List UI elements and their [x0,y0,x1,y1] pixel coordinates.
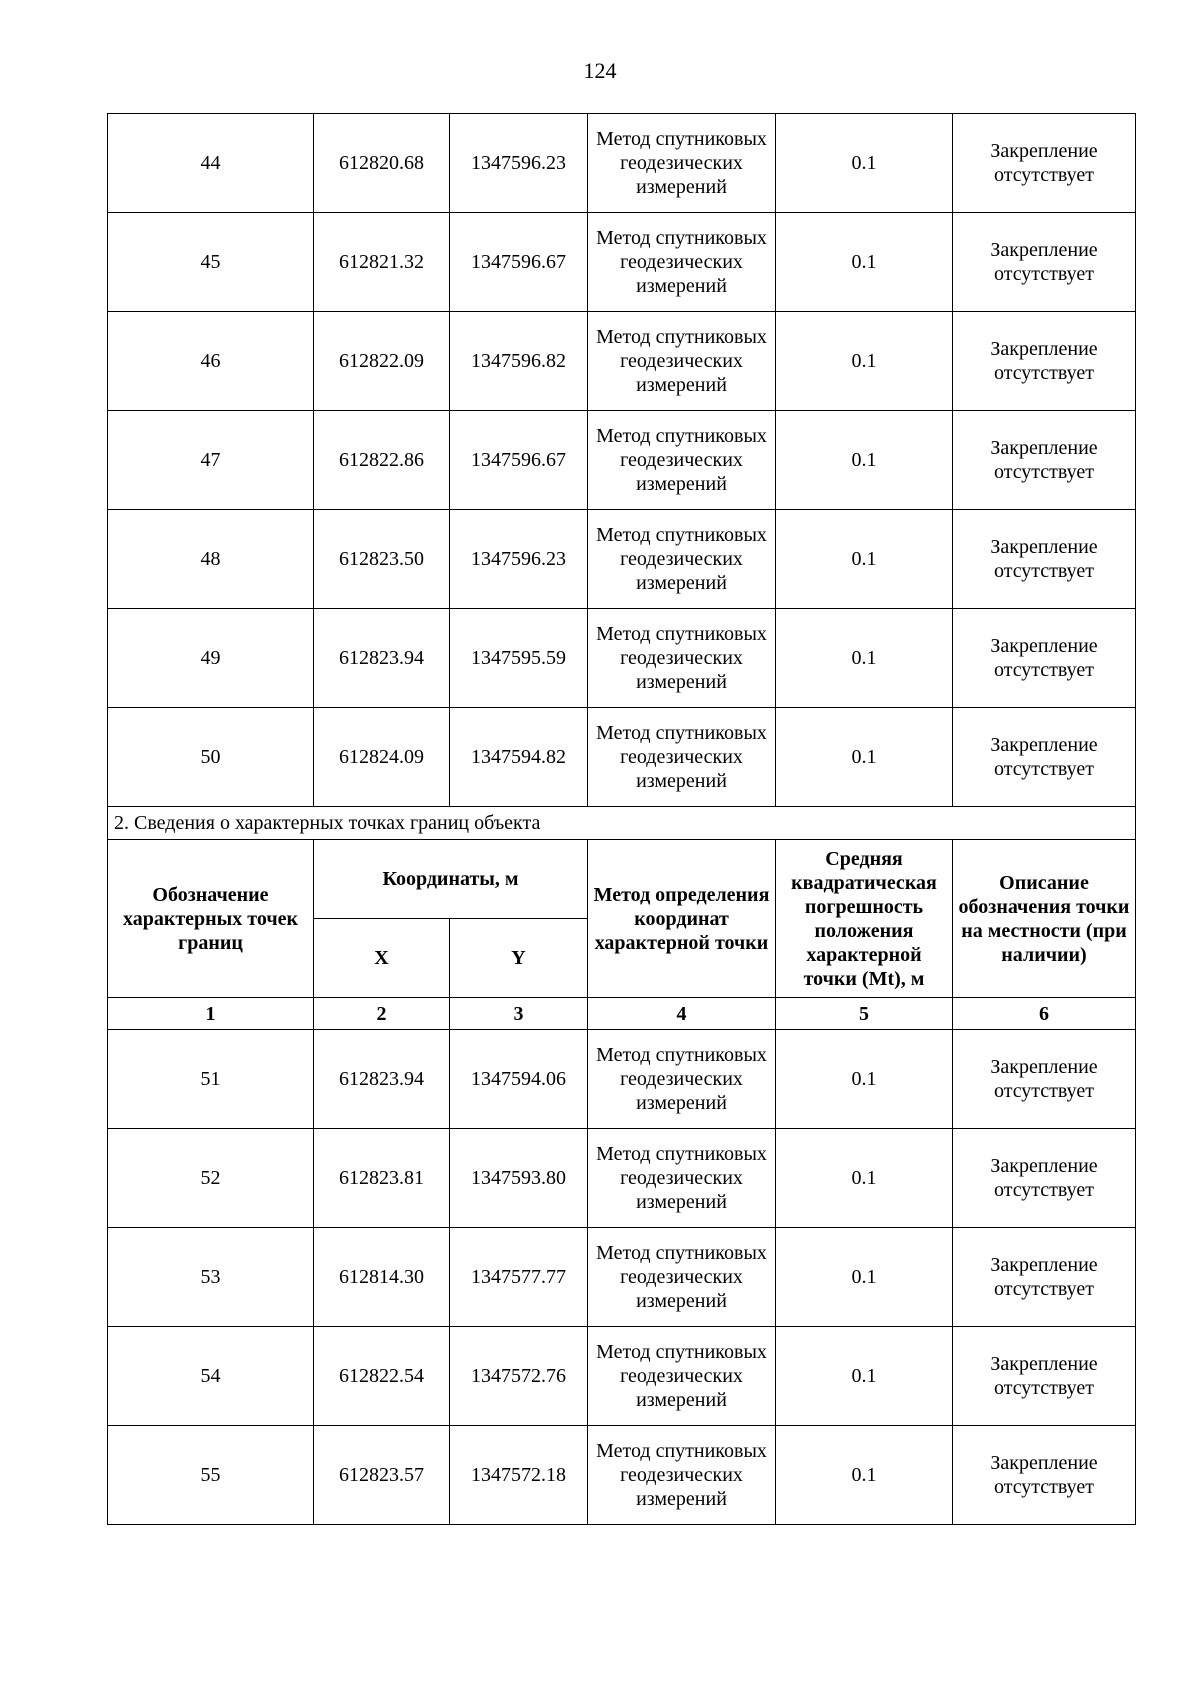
x-coordinate-cell: 612824.09 [314,708,450,807]
header-point-designation: Обозначение характерных точек границ [108,840,314,998]
table-row [108,114,1136,213]
point-number-cell: 47 [108,411,314,510]
table-row [108,411,1136,510]
description-cell: Закрепление отсутствует [953,114,1136,213]
method-cell: Метод спутниковых геодезических измерений [588,1129,776,1228]
table-row [108,312,1136,411]
point-number-cell: 52 [108,1129,314,1228]
x-coordinate-cell: 612820.68 [314,114,450,213]
point-number-cell: 50 [108,708,314,807]
table-row [108,1426,1136,1525]
x-coordinate-cell: 612814.30 [314,1228,450,1327]
table-body-part1 [108,114,1136,807]
y-coordinate-cell: 1347596.23 [450,510,588,609]
y-coordinate-cell: 1347593.80 [450,1129,588,1228]
table-section-2 [108,807,1136,1030]
method-cell: Метод спутниковых геодезических измерений [588,609,776,708]
column-number: 5 [776,998,953,1030]
description-cell: Закрепление отсутствует [953,1426,1136,1525]
description-cell: Закрепление отсутствует [953,312,1136,411]
description-cell: Закрепление отсутствует [953,1030,1136,1129]
x-coordinate-cell: 612823.57 [314,1426,450,1525]
page-number: 124 [583,58,617,83]
header-description: Описание обозначения точки на местности (при наличии) [953,840,1136,998]
header-x: X [314,919,450,998]
accuracy-cell: 0.1 [776,1327,953,1426]
table-body-part2 [108,1030,1136,1525]
point-number-cell: 44 [108,114,314,213]
description-cell: Закрепление отсутствует [953,1228,1136,1327]
y-coordinate-cell: 1347596.82 [450,312,588,411]
y-coordinate-cell: 1347595.59 [450,609,588,708]
table-row [108,708,1136,807]
method-cell: Метод спутниковых геодезических измерений [588,1327,776,1426]
header-row [108,840,1136,919]
column-number: 6 [953,998,1136,1030]
x-coordinate-cell: 612821.32 [314,213,450,312]
column-number-row [108,998,1136,1030]
y-coordinate-cell: 1347594.82 [450,708,588,807]
x-coordinate-cell: 612823.81 [314,1129,450,1228]
method-cell: Метод спутниковых геодезических измерений [588,312,776,411]
column-number: 1 [108,998,314,1030]
method-cell: Метод спутниковых геодезических измерений [588,510,776,609]
table-row [108,510,1136,609]
y-coordinate-cell: 1347594.06 [450,1030,588,1129]
x-coordinate-cell: 612822.09 [314,312,450,411]
table-row [108,213,1136,312]
x-coordinate-cell: 612822.86 [314,411,450,510]
point-number-cell: 48 [108,510,314,609]
column-number: 2 [314,998,450,1030]
column-number: 4 [588,998,776,1030]
accuracy-cell: 0.1 [776,411,953,510]
y-coordinate-cell: 1347596.67 [450,213,588,312]
y-coordinate-cell: 1347596.23 [450,114,588,213]
accuracy-cell: 0.1 [776,609,953,708]
y-coordinate-cell: 1347572.18 [450,1426,588,1525]
y-coordinate-cell: 1347596.67 [450,411,588,510]
accuracy-cell: 0.1 [776,1129,953,1228]
column-number: 3 [450,998,588,1030]
accuracy-cell: 0.1 [776,1426,953,1525]
header-method: Метод определения координат характерной точки [588,840,776,998]
point-number-cell: 45 [108,213,314,312]
method-cell: Метод спутниковых геодезических измерений [588,1228,776,1327]
header-coordinates: Координаты, м [314,840,588,919]
header-accuracy: Средняя квадратическая погрешность положения характерной точки (Mt), м [776,840,953,998]
x-coordinate-cell: 612822.54 [314,1327,450,1426]
accuracy-cell: 0.1 [776,312,953,411]
description-cell: Закрепление отсутствует [953,1129,1136,1228]
description-cell: Закрепление отсутствует [953,708,1136,807]
section-title: 2. Сведения о характерных точках границ объекта [108,807,1136,840]
accuracy-cell: 0.1 [776,213,953,312]
y-coordinate-cell: 1347577.77 [450,1228,588,1327]
accuracy-cell: 0.1 [776,1228,953,1327]
description-cell: Закрепление отсутствует [953,609,1136,708]
y-coordinate-cell: 1347572.76 [450,1327,588,1426]
accuracy-cell: 0.1 [776,708,953,807]
method-cell: Метод спутниковых геодезических измерений [588,1030,776,1129]
boundary-points-table [107,113,1136,1525]
header-y: Y [450,919,588,998]
point-number-cell: 51 [108,1030,314,1129]
description-cell: Закрепление отсутствует [953,213,1136,312]
x-coordinate-cell: 612823.50 [314,510,450,609]
table-row [108,1129,1136,1228]
method-cell: Метод спутниковых геодезических измерений [588,708,776,807]
description-cell: Закрепление отсутствует [953,1327,1136,1426]
accuracy-cell: 0.1 [776,114,953,213]
point-number-cell: 54 [108,1327,314,1426]
method-cell: Метод спутниковых геодезических измерений [588,114,776,213]
method-cell: Метод спутниковых геодезических измерений [588,411,776,510]
description-cell: Закрепление отсутствует [953,411,1136,510]
section-row [108,807,1136,840]
table-row [108,1327,1136,1426]
method-cell: Метод спутниковых геодезических измерений [588,213,776,312]
point-number-cell: 53 [108,1228,314,1327]
table-row [108,1030,1136,1129]
x-coordinate-cell: 612823.94 [314,1030,450,1129]
point-number-cell: 55 [108,1426,314,1525]
accuracy-cell: 0.1 [776,1030,953,1129]
point-number-cell: 46 [108,312,314,411]
method-cell: Метод спутниковых геодезических измерений [588,1426,776,1525]
description-cell: Закрепление отсутствует [953,510,1136,609]
table-row [108,609,1136,708]
accuracy-cell: 0.1 [776,510,953,609]
table-row [108,1228,1136,1327]
x-coordinate-cell: 612823.94 [314,609,450,708]
point-number-cell: 49 [108,609,314,708]
